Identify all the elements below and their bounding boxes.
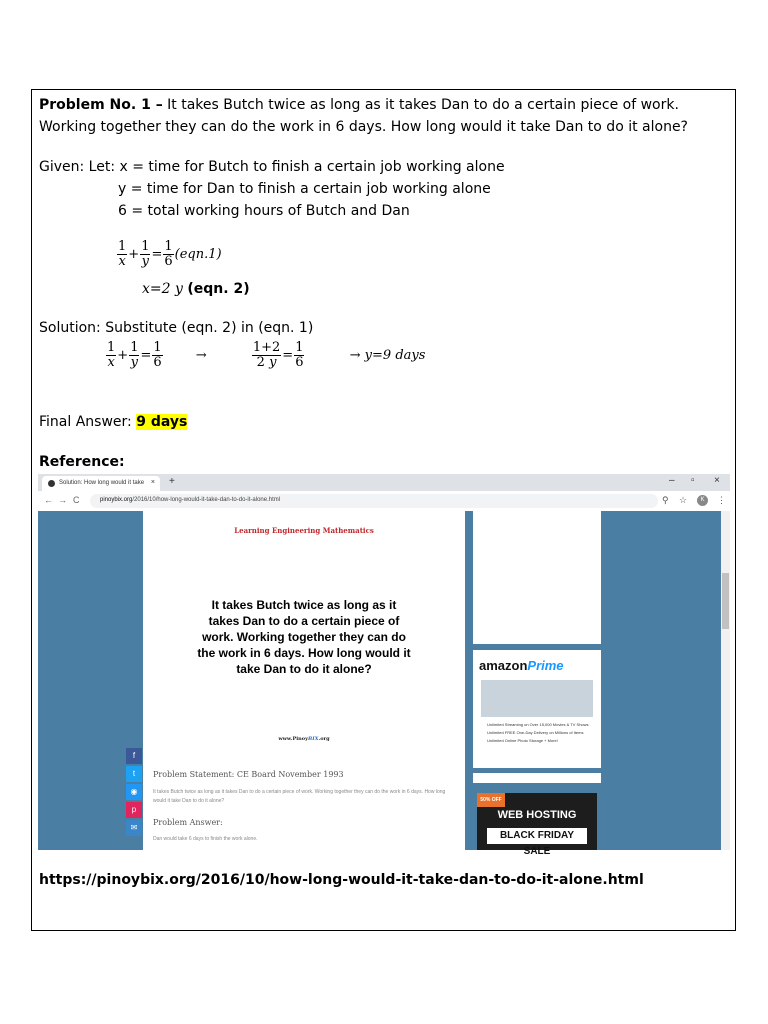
equation-1: $\frac{1}{x}$ + $\frac{1}{y}$ = $\frac{1}{6}$ (eqn.1) <box>118 239 222 269</box>
problem-line-2: Working together they can do the work in 6 days. How long would it take Dan to do it alone? <box>39 119 688 135</box>
facebook-share-icon[interactable]: f <box>126 748 142 764</box>
web-hosting-ad[interactable] <box>477 793 597 857</box>
result: y=9 days <box>364 348 426 363</box>
amazon-ad-image <box>481 680 593 717</box>
amazon-benefit: Unlimited FREE One-Day Delivery on Millions of Items <box>487 730 584 735</box>
final-answer-value: 9 days <box>136 414 188 430</box>
problem-statement-text: It takes Butch twice as long as it takes Dan to do a certain piece of work. Working together they can do the work in 6 days. How long would it take Dan to do it alone? <box>153 789 446 804</box>
amazon-logo: amazonPrime <box>479 658 564 673</box>
email-share-icon[interactable]: ✉ <box>126 820 142 836</box>
black-friday-label: BLACK FRIDAY SALE <box>487 828 587 844</box>
web-hosting-title: WEB HOSTING <box>497 809 577 821</box>
y-definition: y = time for Dan to finish a certain job working alone <box>118 181 491 197</box>
back-icon[interactable]: ← <box>44 495 53 505</box>
browser-tab-bar <box>38 474 730 491</box>
given-label: Given: Let: x = time for Butch to finish a certain job working alone <box>39 159 505 175</box>
frac-1-over-y: $\frac{1}{y}$ <box>141 239 150 269</box>
final-answer: Final Answer: 9 days <box>39 414 188 430</box>
frac-3-over-2y: $\frac{1+2}{2 y}$ <box>252 340 281 370</box>
forward-icon[interactable]: → <box>58 495 67 505</box>
url-field[interactable] <box>90 494 658 508</box>
reload-icon[interactable]: C <box>73 495 80 505</box>
messenger-share-icon[interactable]: ◉ <box>126 784 142 800</box>
zoom-icon[interactable]: ⚲ <box>662 495 669 505</box>
arrow-2: → <box>349 348 361 363</box>
amazon-benefit: Unlimited Online Photo Storage + More! <box>487 738 558 743</box>
problem-answer-heading: Problem Answer: <box>153 818 223 827</box>
problem-statement-heading: Problem Statement: CE Board November 1993 <box>153 770 344 779</box>
x-definition: x = time for Butch to finish a certain job working alone <box>119 159 505 175</box>
six-definition: 6 = total working hours of Butch and Dan <box>118 203 410 219</box>
tab-title: Solution: How long would it take <box>59 480 145 486</box>
problem-heading: Problem No. 1 – <box>39 97 163 113</box>
problem-answer-text: Dan would take 6 days to finish the work alone. <box>153 836 258 842</box>
maximize-button[interactable]: ▫ <box>691 475 695 486</box>
twitter-share-icon[interactable]: t <box>126 766 142 782</box>
url-text: pinoybix.org/2016/10/how-long-would-it-take-dan-to-do-it-alone.html <box>100 497 281 503</box>
new-tab-button[interactable]: + <box>169 476 175 487</box>
browser-tab[interactable] <box>42 476 160 491</box>
problem-text-1: It takes Butch twice as long as it takes Dan to do a certain piece of work. <box>167 97 679 113</box>
web-page <box>38 511 730 857</box>
solution-equation: $\frac{1}{x}$ + $\frac{1}{y}$ = $\frac{1}{6}$ → $\frac{1+2}{2 y}$ = $\frac{1}{6}$ → y=9 days <box>107 340 426 370</box>
site-title[interactable]: Learning Engineering Mathematics <box>234 526 374 535</box>
sidebar-divider-slot <box>473 773 601 783</box>
amazon-benefits-list <box>487 722 595 746</box>
sidebar <box>468 511 606 857</box>
eqn1-label: (eqn.1) <box>174 247 222 262</box>
arrow-1: → <box>195 348 207 363</box>
minimize-button[interactable]: – <box>669 475 675 486</box>
reference-screenshot <box>38 474 730 857</box>
address-bar-row <box>38 491 730 512</box>
question-image-text: It takes Butch twice as long as it takes Dan to do a certain piece of work. Working together they can do the work in 6 days. How long would it take Dan to do it alone? <box>197 598 411 676</box>
reference-url[interactable]: https://pinoybix.org/2016/10/how-long-would-it-take-dan-to-do-it-alone.html <box>39 872 644 888</box>
favicon-icon <box>48 480 55 487</box>
menu-dots-icon[interactable]: ⋮ <box>717 495 726 505</box>
article-content <box>143 511 465 850</box>
amazon-prime-ad[interactable] <box>473 650 601 768</box>
close-window-button[interactable]: × <box>714 475 720 486</box>
frac-1-over-x: $\frac{1}{x}$ <box>118 239 127 269</box>
frac-1-over-6: $\frac{1}{6}$ <box>164 239 173 269</box>
page-scrollbar[interactable] <box>721 511 730 850</box>
amazon-benefit: Unlimited Streaming on Over 15,000 Movies & TV Shows <box>487 722 589 727</box>
profile-avatar[interactable]: K <box>697 495 708 506</box>
reference-label: Reference: <box>39 454 125 470</box>
solution-label: Solution: Substitute (eqn. 2) in (eqn. 1) <box>39 320 314 336</box>
sidebar-ad-slot <box>473 511 601 644</box>
pinterest-share-icon[interactable]: p <box>126 802 142 818</box>
equation-2: x=2 y (eqn. 2) <box>142 281 250 297</box>
discount-badge: 50% OFF <box>477 793 505 807</box>
tab-close-icon[interactable]: × <box>150 479 155 486</box>
bookmark-star-icon[interactable]: ☆ <box>679 495 688 505</box>
watermark: www.PinoyBIX.org <box>278 736 330 742</box>
problem-line-1 <box>39 97 729 113</box>
scrollbar-thumb[interactable] <box>722 573 729 629</box>
